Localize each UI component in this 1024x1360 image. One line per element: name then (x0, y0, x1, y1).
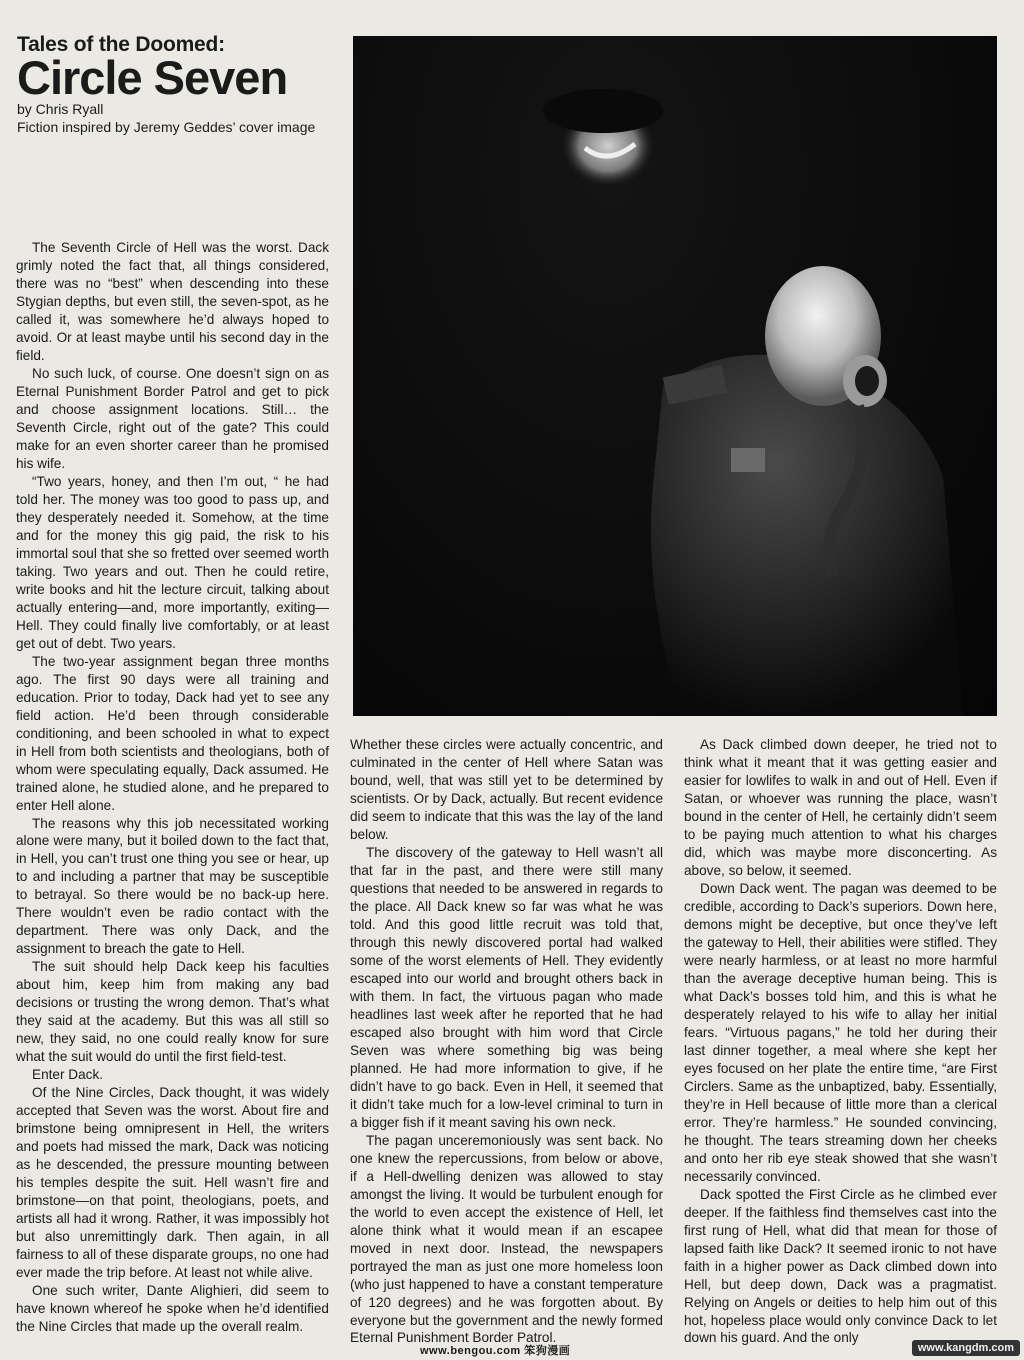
byline: by Chris Ryall (17, 101, 104, 117)
paragraph: Of the Nine Circles, Dack thought, it was widely accepted that Seven was the worst. About fire and brimstone being omnipresent in Hell, the writers and poets had missed the mark, Dack was noticing as he descended, the pressure mounting between his temples despite the suit. Hell wasn’t fire and brimstone—on that point, theologians, poets, and artists all had it wrong. Rather, it was impossibly hot but also unremittingly dark. Then again, in all fairness to all of these disparate groups, no one had ever made the trip before. At least not while alive. (16, 1085, 329, 1281)
paragraph: “Two years, honey, and then I’m out, “ he had told her. The money was too good to pass up, and they desperately needed it. Somehow, at the time and for the money this gig paid, the risk to his immortal soul that she so fretted over seemed worth taking. Two years and out. Then he could retire, write books and hit the lecture circuit, talking about actually entering—and, more importantly, exiting—Hell. They could finally live comfortably, or at least get out of debt. Two years. (16, 473, 329, 651)
inspiration-note: Fiction inspired by Jeremy Geddes’ cover image (17, 119, 316, 135)
article-title: Circle Seven (17, 51, 288, 104)
suited-figure (651, 355, 963, 716)
paragraph: No such luck, of course. One doesn’t sign on as Eternal Punishment Border Patrol and get to pick and choose assignment locations. Still… the Seventh Circle, right out of the gate? This could make for an even shorter career than he promised his wife. (16, 365, 329, 471)
article-column-2 (350, 736, 663, 1347)
paragraph: Dack spotted the First Circle as he climbed ever deeper. If the faithless find themselves cast into the first rung of Hell, what did that mean for those of lapsed faith like Dack? It seemed ironic to not have faith in a higher power as Dack climbed down into Hell, but deep down, Dack was a pragmatist. Relying on Angels or deities to help him out of this hot, hopeless place would only convince Dack to let down his guard. And the only (684, 1186, 997, 1346)
paragraph: One such writer, Dante Alighieri, did seem to have known whereof he spoke when he’d identified the Nine Circles that made up the overall realm. (16, 1283, 329, 1335)
paragraph: Enter Dack. (32, 1067, 104, 1083)
paragraph: As Dack climbed down deeper, he tried not to think what it meant that it was getting easier and easier for lowlifes to walk in and out of Hell. Even if Satan, or whoever was running the place, wasn’t bound in the center of Hell, he certainly didn’t seem to be paying much attention to what his charges did, which was maybe more disconcerting. As above, so below, it seemed. (684, 737, 997, 878)
series-kicker: Tales of the Doomed: (17, 33, 225, 56)
article-column-1 (16, 239, 329, 1336)
paragraph: The two-year assignment began three months ago. The first 90 days were all training and education. Prior to today, Dack had yet to see any field action. He’d been through considerable conditioning, and been schooled in what to expect in Hell from both scientists and theologians, both of whom were speculating equally, Dack assumed. He trained alone, he studied alone, and he prepared to enter Hell alone. (16, 653, 329, 813)
article-column-3 (684, 736, 997, 1347)
paragraph: The suit should help Dack keep his faculties about him, keep him from making any bad decisions or trusting the wrong demon. That’s what they said at the academy. But this was all still so new, they said, no one could really know for sure what the suit would do until the first field-test. (16, 959, 329, 1065)
site-footer: www.bengou.com 笨狗漫画 (420, 1345, 571, 1357)
paragraph: The reasons why this job necessitated working alone were many, but it boiled down to the fact that, in Hell, you can’t trust one thing you see or hear, up to and including a partner that may be susceptible to betrayal. So there would be no back-up here. There wouldn’t even be radio contact with the department. There was only Dack, and the assignment to breach the gate to Hell. (16, 815, 329, 957)
gas-mask-photo (353, 36, 997, 716)
paragraph: The pagan unceremoniously was sent back. No one knew the repercussions, from below or above, if a Hell-dwelling denizen was allowed to stay amongst the living. It would be turbulent enough for the world to even accept the existence of Hell, let alone think what it would mean if an escapee moved in next door. Instead, the newspapers portrayed the man as just one more homeless loon (who just happened to have a constant temperature of 120 degrees) and he was forgotten about. By everyone but the government and the newly formed Eternal Punishment Border Patrol. (350, 1132, 663, 1346)
watermark-badge: www.kangdm.com (912, 1340, 1020, 1356)
paragraph: The discovery of the gateway to Hell wasn’t all that far in the past, and there were still many questions that needed to be answered in regards to the place. All Dack knew so far was what he was told. And this good little recruit was told that, through this newly discovered portal had walked some of the worst elements of Hell. They evidently escaped into our world and brought others back in with them. In fact, the virtuous pagan who made headlines last week after he reported that he had escaped also brought with him word that Circle Seven was where something big was being planned. He had more information to give, if he didn’t have to go back. Even in Hell, it seemed that it didn’t take much for a low-level criminal to turn in a bigger fish if it meant saving his own neck. (350, 844, 663, 1130)
article-header (17, 34, 347, 136)
photo-illustration (353, 36, 997, 716)
paragraph: Whether these circles were actually concentric, and culminated in the center of Hell where Satan was bound, well, that was still yet to be determined by scientists. Or by Dack, actually. But recent evidence did seem to indicate that this was the lay of the land below. (350, 737, 663, 842)
paragraph: The Seventh Circle of Hell was the worst. Dack grimly noted the fact that, all things considered, there was no “best” when descending into these Stygian depths, but even still, the seven-spot, as he called it, was somewhere he’d always hoped to avoid. Or at least maybe until his second day in the field. (16, 240, 329, 363)
paragraph: Down Dack went. The pagan was deemed to be credible, according to Dack’s superiors. Down here, demons might be deceptive, but once they’ve left the gateway to Hell, their abilities were stifled. They were nearly harmless, or at least no more harmful than the average deceptive human being. This is what Dack’s bosses told him, and this is what he desperately relayed to his wife to allay her initial fears. “Virtuous pagans,” he told her during their last dinner together, a meal where she kept her eyes focused on her plate the entire time, “are First Circlers. Same as the unbaptized, baby. Essentially, they’re in Hell because of little more than a clerical error. They’re harmless.” He sounded convincing, he thought. The tears streaming down her cheeks and onto her rib eye steak showed that she wasn’t necessarily convinced. (684, 880, 997, 1184)
